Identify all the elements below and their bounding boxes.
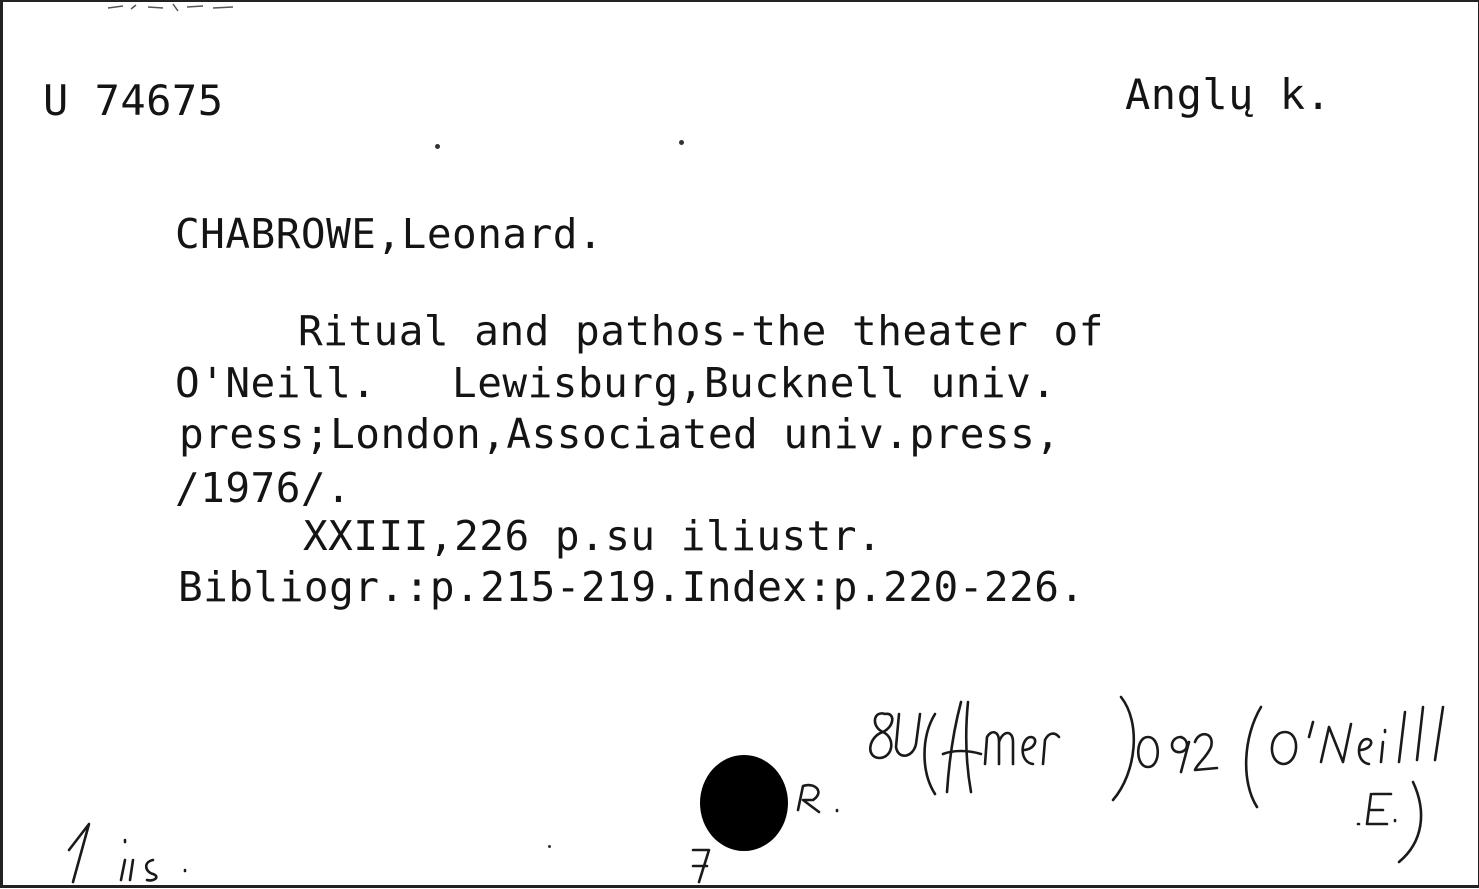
handwritten-copies — [69, 824, 185, 882]
year-line: /1976/. — [175, 464, 352, 512]
pagination-line: XXIII,226 p.su iliustr. — [303, 512, 883, 560]
speck-mark — [679, 140, 684, 145]
handwritten-classification-line-1 — [870, 697, 1443, 807]
title-line-1: Ritual and pathos-the theater of — [298, 307, 1104, 355]
punch-hole — [700, 755, 788, 851]
handwritten-classification-line-2 — [1358, 782, 1421, 862]
publisher-line: press;London,Associated univ.press, — [179, 410, 1061, 458]
title-line-2: O'Neill. Lewisburg,Bucknell univ. — [175, 359, 1057, 407]
author-heading: CHABROWE,Leonard. — [175, 210, 604, 258]
top-edge-specks — [103, 2, 263, 14]
speck-mark — [435, 144, 440, 149]
bibliography-line: Bibliogr.:p.215-219.Index:p.220-226. — [178, 563, 1085, 611]
handwritten-mark-r — [798, 785, 837, 812]
call-number: U 74675 — [43, 76, 224, 125]
handwritten-number — [693, 850, 709, 882]
language-code: Anglų k. — [1125, 70, 1332, 119]
speck-mark — [548, 845, 551, 848]
